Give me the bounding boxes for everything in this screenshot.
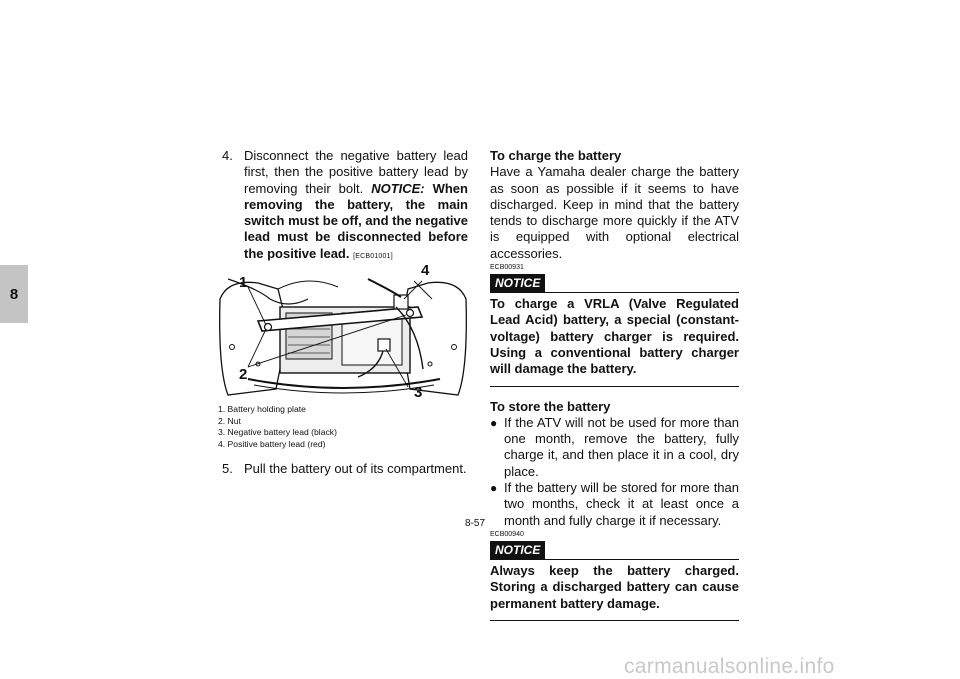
callout-3: 3 — [414, 384, 423, 402]
step-4-text: Disconnect the negative battery lead first, then the positive battery lead by removing their bolt. — [244, 148, 468, 196]
charge-paragraph: Have a Yamaha dealer charge the battery as soon as possible if it seems to have discharged. Keep in mind that the battery tends to discharge more quickly if the ATV is equipped with optional electrical accessories. — [490, 164, 739, 261]
legend-item: 4. Positive battery lead (red) — [218, 439, 326, 450]
callout-1: 1 — [239, 274, 248, 292]
figure-legend — [218, 404, 468, 451]
notice-badge: NOTICE — [490, 274, 545, 292]
step-5 — [218, 461, 468, 477]
notice-code: ECB00931 — [490, 264, 524, 272]
bullet-icon: ● — [490, 481, 498, 496]
step-number: 5. — [222, 460, 233, 476]
list-item — [490, 415, 739, 480]
left-column — [218, 148, 468, 477]
step-text: Pull the battery out of its compartment. — [244, 460, 467, 476]
notice-header — [490, 273, 739, 293]
notice-code: ECB00940 — [490, 530, 524, 538]
bullet-text: If the ATV will not be used for more than one month, remove the battery, fully charge it, and then place it in a cool, dry place. — [504, 414, 739, 479]
list-item — [490, 480, 739, 529]
store-heading: To store the battery — [490, 398, 611, 414]
legend-item: 1. Battery holding plate — [218, 404, 306, 415]
step-text — [244, 148, 468, 265]
inline-notice-text: When removing the battery, the main switch must be off, and the negative lead must be disconnected before the positive lead. — [244, 180, 468, 261]
warning-code: [ECB01001] — [353, 252, 393, 260]
battery-figure — [218, 262, 468, 402]
charge-heading: To charge the battery — [490, 148, 622, 163]
bullet-text: If the battery will be stored for more than two months, check it at least once a month and fully charge it if necessary. — [504, 480, 739, 528]
bullet-icon: ● — [490, 415, 498, 430]
notice-badge: NOTICE — [490, 541, 545, 559]
battery-compartment-illustration — [218, 269, 468, 402]
right-column — [490, 148, 739, 621]
inline-notice-label: NOTICE: — [371, 180, 425, 196]
watermark: carmanualsonline.info — [624, 655, 835, 678]
step-4 — [218, 148, 468, 265]
callout-2: 2 — [239, 366, 248, 384]
callout-4: 4 — [421, 262, 430, 280]
page-number: 8-57 — [465, 518, 486, 529]
legend-item: 3. Negative battery lead (black) — [218, 427, 337, 438]
notice-body: To charge a VRLA (Valve Regulated Lead Acid) battery, a special (constant-voltage) battery charger is required. Using a conventional battery charger will damage the battery. — [490, 293, 739, 386]
notice-header — [490, 540, 739, 560]
section-tab: 8 — [0, 265, 28, 323]
notice-body: Always keep the battery charged. Storing a discharged battery can cause permanent battery damage. — [490, 560, 739, 621]
legend-item: 2. Nut — [218, 415, 241, 426]
step-number: 4. — [222, 148, 233, 163]
